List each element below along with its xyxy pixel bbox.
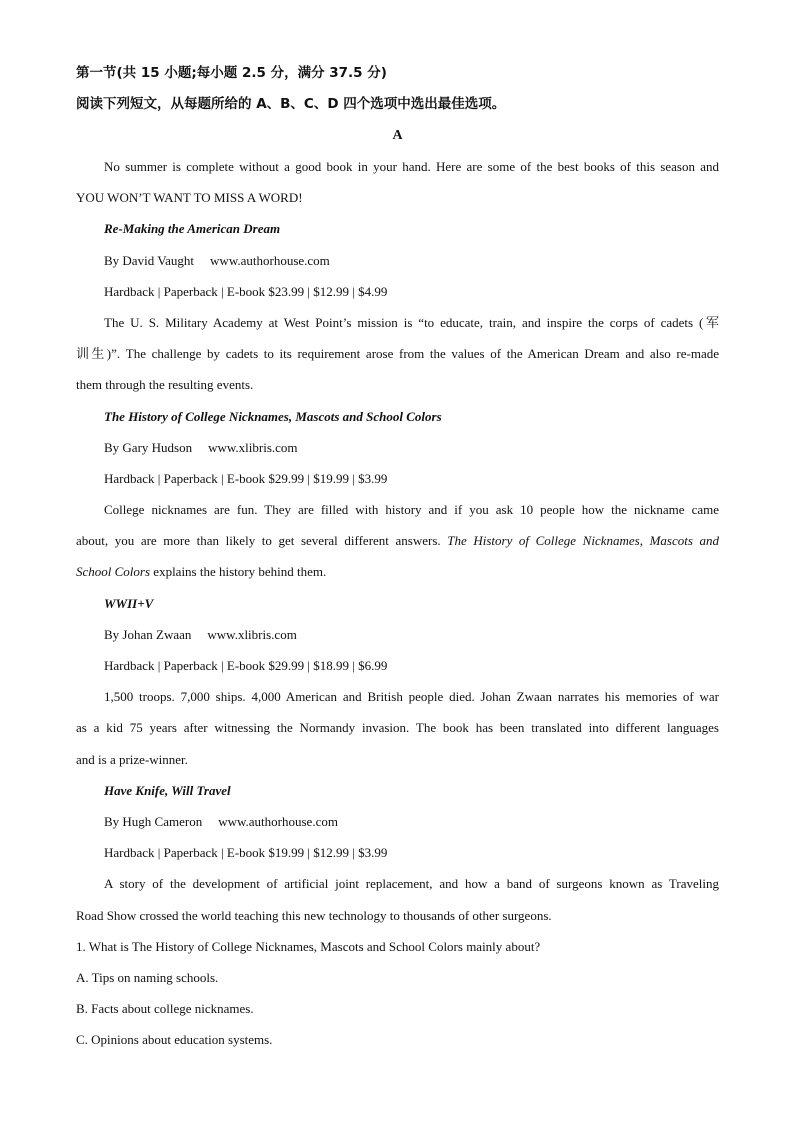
instructions: 阅读下列短文，从每题所给的 A、B、C、D 四个选项中选出最佳选项。	[76, 96, 506, 112]
book-author-line	[76, 806, 719, 837]
intro-line: YOU WON’T WANT TO MISS A WORD!	[76, 190, 303, 206]
book-author-line	[76, 432, 719, 463]
description-italic-title: The History of College Nicknames, Mascots and	[447, 533, 719, 549]
book-author-line	[76, 245, 719, 276]
book-description-line	[76, 525, 719, 556]
answer-option: A. Tips on naming schools.	[76, 969, 219, 985]
book-description-line: 训生)”. The challenge by cadets to its requirement arose from the values of the American Dream and also re-made	[76, 346, 719, 362]
description-text: explains the history behind them.	[150, 564, 327, 580]
book-description-line: them through the resulting events.	[76, 377, 254, 393]
book-website: www.authorhouse.com	[218, 813, 338, 829]
intro-line: No summer is complete without a good book in your hand. Here are some of the best books of this season and	[104, 159, 719, 174]
answer-option: B. Facts about college nicknames.	[76, 1001, 254, 1017]
book-description-line: Road Show crossed the world teaching this new technology to thousands of other surgeons.	[76, 907, 552, 923]
book-prices: Hardback | Paperback | E-book $29.99 | $18.99 | $6.99	[104, 658, 388, 673]
book-title: Have Knife, Will Travel	[104, 782, 231, 798]
section-header: 第一节(共 15 小题;每小题 2.5 分，满分 37.5 分)	[76, 65, 387, 81]
description-text: about, you are more than likely to get several different answers.	[76, 533, 448, 549]
book-title: Re-Making the American Dream	[104, 221, 281, 237]
book-description-line: The U. S. Military Academy at West Point’s mission is “to educate, train, and inspire the corps of cadets (军	[104, 314, 719, 330]
answer-option: C. Opinions about education systems.	[76, 1032, 273, 1048]
book-prices: Hardback | Paperback | E-book $19.99 | $12.99 | $3.99	[104, 845, 388, 861]
book-author: By Hugh Cameron	[104, 813, 203, 829]
book-title: The History of College Nicknames, Mascots and School Colors	[104, 408, 442, 424]
passage-letter: A	[392, 128, 403, 143]
book-description-line: and is a prize-winner.	[76, 751, 188, 767]
book-description-line: A story of the development of artificial joint replacement, and how a band of surgeons known as Traveling	[104, 876, 719, 892]
book-author-line	[76, 619, 719, 650]
book-website: www.xlibris.com	[208, 439, 298, 455]
book-website: www.xlibris.com	[207, 626, 297, 642]
book-author: By Johan Zwaan	[104, 626, 192, 642]
book-description-line: 1,500 troops. 7,000 ships. 4,000 American and British people died. Johan Zwaan narrates his memories of war	[104, 689, 719, 705]
book-website: www.authorhouse.com	[210, 252, 330, 268]
book-title: WWII+V	[104, 595, 154, 611]
exam-page	[76, 58, 719, 1055]
book-description-line: College nicknames are fun. They are filled with history and if you ask 10 people how the nickname came	[104, 502, 719, 518]
description-italic-title: School Colors	[76, 564, 151, 580]
question-stem: 1. What is The History of College Nicknames, Mascots and School Colors mainly about?	[76, 938, 541, 954]
book-description-line	[76, 556, 719, 587]
book-author: By Gary Hudson	[104, 439, 193, 455]
book-author: By David Vaught	[104, 252, 195, 268]
book-description-line: as a kid 75 years after witnessing the Normandy invasion. The book has been translated into different languages	[76, 720, 719, 736]
book-prices: Hardback | Paperback | E-book $23.99 | $12.99 | $4.99	[104, 283, 388, 299]
book-prices: Hardback | Paperback | E-book $29.99 | $19.99 | $3.99	[104, 470, 388, 486]
